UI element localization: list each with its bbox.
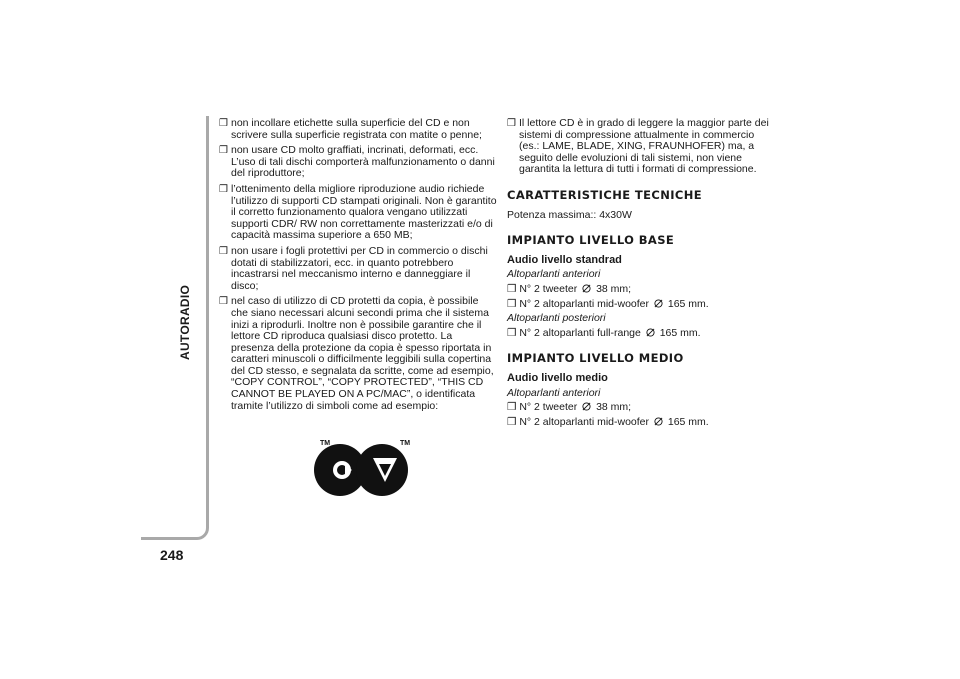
spec-line: ❒ N° 2 tweeter 38 mm; bbox=[507, 282, 632, 295]
spec-line: ❒ N° 2 altoparlanti mid-woofer 165 mm. bbox=[507, 297, 709, 310]
diameter-icon bbox=[582, 402, 591, 411]
list-item: ❒ non incollare etichette sulla superficie del CD e non scrivere sulla superficie registrata con matite o penne; bbox=[219, 117, 482, 141]
left-column bbox=[219, 118, 497, 416]
checkbox-bullet-icon: ❒ bbox=[219, 296, 228, 308]
diameter-icon bbox=[654, 417, 663, 426]
base-rear-label: Altoparlanti posteriori bbox=[507, 312, 606, 325]
spec-line: ❒ N° 2 altoparlanti full-range 165 mm. bbox=[507, 326, 701, 339]
list-item: ❒ non usare i fogli protettivi per CD in commercio o dischi dotati di stabilizzatori, ecc. in quanto potrebbero incastrarsi nel meccanismo interno e danneggiare il disco; bbox=[219, 244, 488, 292]
list-item: ❒ non usare CD molto graffiati, incrinati, deformati, ecc. L’uso di tali dischi comporterà malfunzionamento o danni del riproduttore; bbox=[219, 144, 495, 180]
checkbox-bullet-icon: ❒ bbox=[507, 282, 517, 295]
mid-front-label: Altoparlanti anteriori bbox=[507, 386, 601, 399]
diameter-icon bbox=[646, 328, 655, 337]
checkbox-bullet-icon: ❒ bbox=[507, 118, 516, 129]
spec-line: ❒ N° 2 altoparlanti mid-woofer 165 mm. bbox=[507, 415, 709, 428]
base-heading: IMPIANTO LIVELLO BASE bbox=[507, 233, 675, 248]
checkbox-bullet-icon: ❒ bbox=[507, 326, 517, 339]
spec-line: ❒ N° 2 tweeter 38 mm; bbox=[507, 401, 632, 414]
section-border bbox=[141, 116, 209, 540]
diameter-icon bbox=[582, 284, 591, 293]
checkbox-bullet-icon: ❒ bbox=[219, 183, 228, 195]
copy-protection-icon bbox=[312, 436, 412, 498]
trademark-2: TM bbox=[400, 440, 411, 447]
list-item: ❒ Il lettore CD è in grado di leggere la maggior parte dei sistemi di compressione attualmente in commercio (es.: LAME, BLADE, XING, FRAUNHOFER) ma, a seguito delle evoluzioni di tali sistemi, non viene garantita la lettura di tutti i formati di compressione. bbox=[507, 117, 769, 176]
tech-heading: CARATTERISTICHE TECNICHE bbox=[507, 187, 703, 202]
mid-subheading: Audio livello medio bbox=[507, 371, 608, 384]
checkbox-bullet-icon: ❒ bbox=[219, 145, 228, 157]
diameter-icon bbox=[654, 299, 663, 308]
checkbox-bullet-icon: ❒ bbox=[507, 297, 517, 310]
power-spec: Potenza massima:: 4x30W bbox=[507, 208, 632, 221]
base-subheading: Audio livello standrad bbox=[507, 253, 622, 266]
section-title: AUTORADIO bbox=[178, 284, 192, 360]
checkbox-bullet-icon: ❒ bbox=[219, 118, 228, 129]
checkbox-bullet-icon: ❒ bbox=[507, 415, 517, 428]
checkbox-bullet-icon: ❒ bbox=[219, 245, 228, 257]
base-front-label: Altoparlanti anteriori bbox=[507, 268, 601, 281]
page-number: 248 bbox=[160, 547, 184, 563]
checkbox-bullet-icon: ❒ bbox=[507, 401, 517, 414]
list-item: ❒ l’ottenimento della migliore riproduzione audio richiede l’utilizzo di supporti CD stampati originali. Non è garantito il corretto funzionamento qualora vengano utilizzati supporti CDR/ RW non correttamente masterizzati e/o di capacità massima superiore a 650 MB; bbox=[219, 182, 497, 242]
trademark-1: TM bbox=[320, 440, 331, 447]
list-item: ❒ nel caso di utilizzo di CD protetti da copia, è possibile che siano necessari alcuni secondi prima che il sistema inizi a riprodurli. Inoltre non è possibile garantire che il lettore CD riproduca qualsiasi disco protetto. La presenza della protezione da copia è spesso riportata in caratteri minuscoli o difficilmente leggibili sulla copertina del CD stesso, e segnalata da scritte, come ad esempio, “COPY CONTROL”, “COPY PROTECTED”, “THIS CD CANNOT BE PLAYED ON A PC/MAC”, o identificata tramite l’utilizzo di simboli come ad esempio: bbox=[219, 295, 494, 412]
mid-heading: IMPIANTO LIVELLO MEDIO bbox=[507, 351, 684, 366]
copy-protection-logos bbox=[312, 436, 412, 498]
right-column bbox=[507, 118, 777, 431]
